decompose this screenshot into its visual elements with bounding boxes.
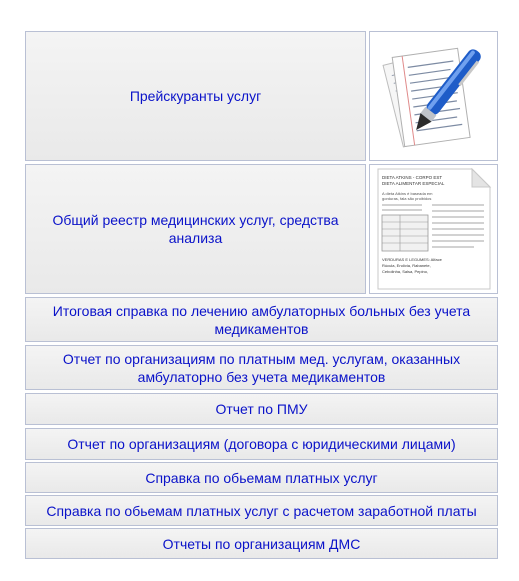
notepad-pen-icon[interactable] <box>369 31 498 161</box>
document-line: DIETA ALIMENTAR ESPECIAL <box>381 181 444 186</box>
menu-item-dms-reports[interactable] <box>25 528 498 559</box>
menu-item-paid-services-volume[interactable] <box>25 462 498 493</box>
document-footer-line: Cebolinha, Salsa, Pepino, <box>381 269 428 274</box>
menu-item-label: Отчет по организациям (договора с юридическими лицами) <box>67 436 456 452</box>
menu-item-label: Справка по обьемам платных услуг <box>145 469 378 486</box>
document-line: gorduras, fala são proibidos <box>381 196 431 201</box>
menu-item-label: Отчет по ПМУ <box>215 401 308 417</box>
menu-item-label: Отчеты по организациям ДМС <box>162 535 361 552</box>
menu-item-label: Отчет по организациям по платным мед. услугам, оказанных амбулаторно без учета медикаментов <box>62 350 461 385</box>
document-icon[interactable] <box>369 164 498 294</box>
menu-item-general-registry[interactable] <box>25 164 366 294</box>
menu-item-label: Итоговая справка по лечению амбулаторных больных без учета медикаментов <box>52 302 471 337</box>
notepad-pen-graphic <box>374 36 494 156</box>
menu-item-label: Общий реестр медицинских услуг, средства анализа <box>52 212 339 246</box>
menu-item-pmu-report[interactable] <box>25 393 498 425</box>
document-footer-line: Rúcula, Endívia, Rabanete, <box>381 263 431 268</box>
document-footer-line: VERDURAS E LEGUMES: Alface <box>381 257 442 262</box>
document-line: DIETA ATKINS - CORPO EST <box>381 175 442 180</box>
menu-item-label: Прейскуранты услуг <box>129 88 262 104</box>
menu-item-paid-services-salary[interactable] <box>25 495 498 526</box>
document-line: A dieta Atkins é baseada em <box>381 191 432 196</box>
document-graphic <box>374 167 494 291</box>
menu-item-label: Справка по обьемам платных услуг с расчетом заработной платы <box>46 502 477 519</box>
menu-item-price-lists[interactable] <box>25 31 366 161</box>
menu-item-outpatient-summary[interactable] <box>25 297 498 342</box>
menu-item-org-contracts-report[interactable] <box>25 428 498 460</box>
menu-item-org-paid-services-report[interactable] <box>25 345 498 390</box>
